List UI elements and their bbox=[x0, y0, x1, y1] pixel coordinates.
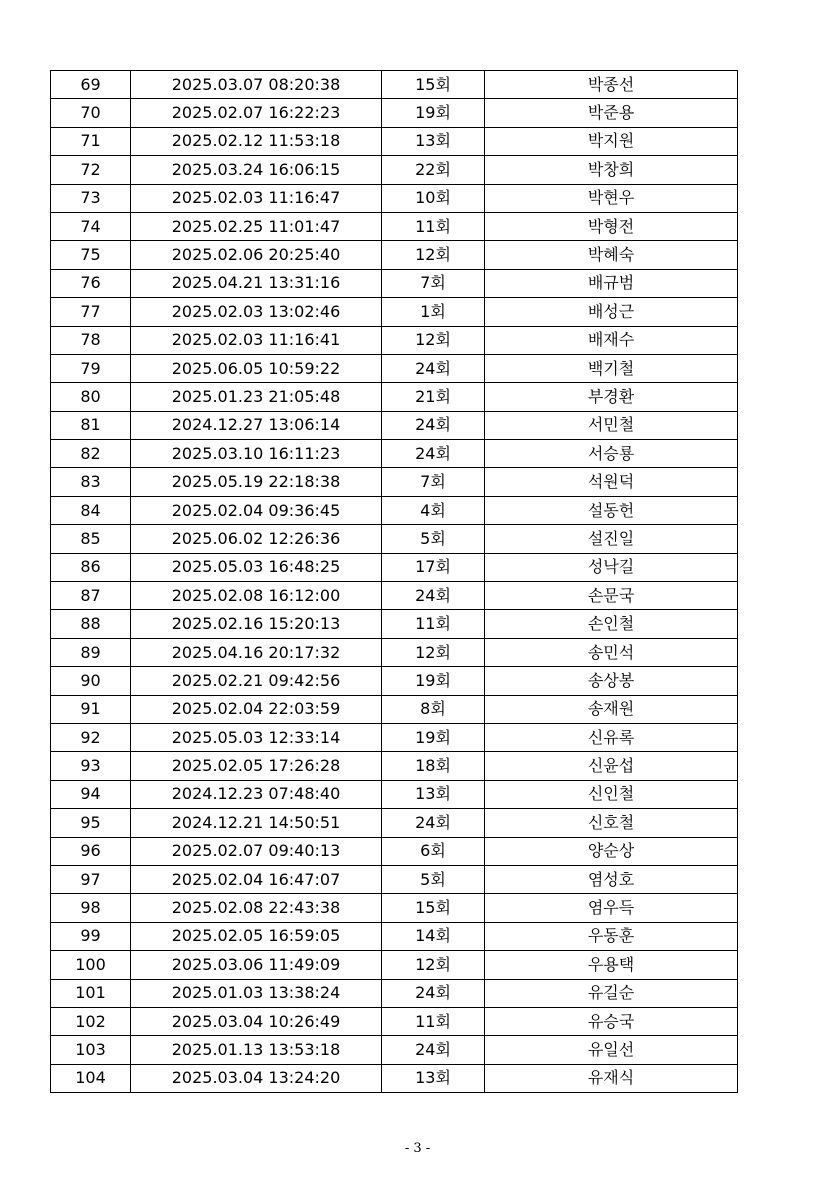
cell-count: 12회 bbox=[382, 638, 485, 666]
cell-datetime: 2025.04.16 20:17:32 bbox=[131, 638, 382, 666]
cell-name: 유길순 bbox=[485, 979, 738, 1007]
table-row bbox=[51, 894, 738, 922]
cell-count: 24회 bbox=[382, 979, 485, 1007]
cell-datetime: 2025.02.05 16:59:05 bbox=[131, 922, 382, 950]
cell-number: 87 bbox=[51, 582, 131, 610]
cell-name: 부경환 bbox=[485, 383, 738, 411]
cell-number: 88 bbox=[51, 610, 131, 638]
cell-count: 19회 bbox=[382, 723, 485, 751]
cell-datetime: 2025.06.02 12:26:36 bbox=[131, 525, 382, 553]
cell-name: 석원덕 bbox=[485, 468, 738, 496]
cell-number: 70 bbox=[51, 99, 131, 127]
cell-count: 15회 bbox=[382, 894, 485, 922]
table-row bbox=[51, 667, 738, 695]
cell-count: 11회 bbox=[382, 1007, 485, 1035]
cell-number: 72 bbox=[51, 156, 131, 184]
cell-number: 92 bbox=[51, 723, 131, 751]
table-row bbox=[51, 553, 738, 581]
cell-count: 13회 bbox=[382, 127, 485, 155]
table-row bbox=[51, 241, 738, 269]
cell-datetime: 2025.03.10 16:11:23 bbox=[131, 440, 382, 468]
cell-count: 7회 bbox=[382, 468, 485, 496]
cell-count: 6회 bbox=[382, 837, 485, 865]
cell-name: 박형전 bbox=[485, 212, 738, 240]
table-row bbox=[51, 326, 738, 354]
cell-name: 박준용 bbox=[485, 99, 738, 127]
cell-count: 7회 bbox=[382, 269, 485, 297]
cell-count: 24회 bbox=[382, 440, 485, 468]
table-row bbox=[51, 809, 738, 837]
cell-number: 85 bbox=[51, 525, 131, 553]
table-row bbox=[51, 780, 738, 808]
cell-number: 101 bbox=[51, 979, 131, 1007]
cell-datetime: 2025.02.05 17:26:28 bbox=[131, 752, 382, 780]
cell-name: 우동훈 bbox=[485, 922, 738, 950]
cell-name: 유재식 bbox=[485, 1064, 738, 1092]
cell-datetime: 2025.05.19 22:18:38 bbox=[131, 468, 382, 496]
cell-number: 86 bbox=[51, 553, 131, 581]
cell-datetime: 2025.02.03 13:02:46 bbox=[131, 298, 382, 326]
table-row bbox=[51, 99, 738, 127]
cell-name: 서민철 bbox=[485, 411, 738, 439]
cell-datetime: 2025.05.03 12:33:14 bbox=[131, 723, 382, 751]
cell-count: 12회 bbox=[382, 951, 485, 979]
cell-name: 성낙길 bbox=[485, 553, 738, 581]
cell-datetime: 2025.02.08 22:43:38 bbox=[131, 894, 382, 922]
cell-count: 12회 bbox=[382, 241, 485, 269]
cell-name: 송상봉 bbox=[485, 667, 738, 695]
cell-datetime: 2024.12.27 13:06:14 bbox=[131, 411, 382, 439]
table-row bbox=[51, 610, 738, 638]
cell-name: 신호철 bbox=[485, 809, 738, 837]
cell-datetime: 2025.01.23 21:05:48 bbox=[131, 383, 382, 411]
cell-count: 8회 bbox=[382, 695, 485, 723]
table-row bbox=[51, 752, 738, 780]
cell-name: 송민석 bbox=[485, 638, 738, 666]
cell-name: 박창희 bbox=[485, 156, 738, 184]
cell-number: 82 bbox=[51, 440, 131, 468]
cell-name: 손인철 bbox=[485, 610, 738, 638]
cell-datetime: 2025.02.04 16:47:07 bbox=[131, 865, 382, 893]
cell-count: 22회 bbox=[382, 156, 485, 184]
cell-name: 신인철 bbox=[485, 780, 738, 808]
cell-name: 신유록 bbox=[485, 723, 738, 751]
table-row bbox=[51, 723, 738, 751]
cell-count: 4회 bbox=[382, 496, 485, 524]
table-row bbox=[51, 979, 738, 1007]
cell-count: 10회 bbox=[382, 184, 485, 212]
cell-datetime: 2025.02.04 09:36:45 bbox=[131, 496, 382, 524]
cell-count: 19회 bbox=[382, 99, 485, 127]
cell-name: 설동헌 bbox=[485, 496, 738, 524]
cell-count: 24회 bbox=[382, 809, 485, 837]
cell-count: 21회 bbox=[382, 383, 485, 411]
cell-number: 104 bbox=[51, 1064, 131, 1092]
cell-count: 13회 bbox=[382, 780, 485, 808]
cell-number: 71 bbox=[51, 127, 131, 155]
cell-datetime: 2025.02.25 11:01:47 bbox=[131, 212, 382, 240]
cell-name: 송재원 bbox=[485, 695, 738, 723]
cell-number: 93 bbox=[51, 752, 131, 780]
table-row bbox=[51, 127, 738, 155]
table-row bbox=[51, 156, 738, 184]
cell-number: 77 bbox=[51, 298, 131, 326]
cell-name: 유일선 bbox=[485, 1036, 738, 1064]
table-row bbox=[51, 1064, 738, 1092]
cell-number: 103 bbox=[51, 1036, 131, 1064]
cell-datetime: 2025.03.24 16:06:15 bbox=[131, 156, 382, 184]
table-row bbox=[51, 440, 738, 468]
cell-number: 99 bbox=[51, 922, 131, 950]
cell-name: 배성근 bbox=[485, 298, 738, 326]
cell-number: 75 bbox=[51, 241, 131, 269]
cell-name: 박지원 bbox=[485, 127, 738, 155]
cell-count: 1회 bbox=[382, 298, 485, 326]
records-table bbox=[50, 70, 738, 1093]
cell-name: 박종선 bbox=[485, 71, 738, 99]
table-row bbox=[51, 468, 738, 496]
cell-name: 염성호 bbox=[485, 865, 738, 893]
cell-datetime: 2025.05.03 16:48:25 bbox=[131, 553, 382, 581]
table-row bbox=[51, 383, 738, 411]
cell-count: 24회 bbox=[382, 411, 485, 439]
cell-datetime: 2025.02.08 16:12:00 bbox=[131, 582, 382, 610]
cell-number: 91 bbox=[51, 695, 131, 723]
cell-name: 유승국 bbox=[485, 1007, 738, 1035]
cell-datetime: 2025.02.21 09:42:56 bbox=[131, 667, 382, 695]
cell-number: 81 bbox=[51, 411, 131, 439]
cell-name: 박혜숙 bbox=[485, 241, 738, 269]
cell-datetime: 2024.12.23 07:48:40 bbox=[131, 780, 382, 808]
cell-name: 박현우 bbox=[485, 184, 738, 212]
table-row bbox=[51, 638, 738, 666]
cell-datetime: 2025.06.05 10:59:22 bbox=[131, 354, 382, 382]
cell-name: 신윤섭 bbox=[485, 752, 738, 780]
cell-datetime: 2025.02.16 15:20:13 bbox=[131, 610, 382, 638]
table-row bbox=[51, 922, 738, 950]
table-row bbox=[51, 582, 738, 610]
table-row bbox=[51, 837, 738, 865]
table-row bbox=[51, 212, 738, 240]
cell-name: 설진일 bbox=[485, 525, 738, 553]
table-row bbox=[51, 411, 738, 439]
cell-count: 14회 bbox=[382, 922, 485, 950]
cell-count: 19회 bbox=[382, 667, 485, 695]
cell-number: 78 bbox=[51, 326, 131, 354]
cell-count: 13회 bbox=[382, 1064, 485, 1092]
cell-count: 24회 bbox=[382, 354, 485, 382]
cell-count: 5회 bbox=[382, 525, 485, 553]
cell-number: 89 bbox=[51, 638, 131, 666]
records-table-body bbox=[51, 71, 738, 1093]
table-row bbox=[51, 354, 738, 382]
cell-number: 95 bbox=[51, 809, 131, 837]
cell-name: 양순상 bbox=[485, 837, 738, 865]
table-row bbox=[51, 951, 738, 979]
cell-number: 94 bbox=[51, 780, 131, 808]
cell-number: 96 bbox=[51, 837, 131, 865]
cell-datetime: 2025.03.06 11:49:09 bbox=[131, 951, 382, 979]
cell-datetime: 2025.02.12 11:53:18 bbox=[131, 127, 382, 155]
cell-name: 손문국 bbox=[485, 582, 738, 610]
cell-datetime: 2025.03.07 08:20:38 bbox=[131, 71, 382, 99]
table-row bbox=[51, 1036, 738, 1064]
cell-datetime: 2025.02.06 20:25:40 bbox=[131, 241, 382, 269]
cell-datetime: 2025.03.04 13:24:20 bbox=[131, 1064, 382, 1092]
cell-datetime: 2025.02.07 09:40:13 bbox=[131, 837, 382, 865]
cell-count: 17회 bbox=[382, 553, 485, 581]
cell-number: 84 bbox=[51, 496, 131, 524]
cell-number: 80 bbox=[51, 383, 131, 411]
cell-number: 100 bbox=[51, 951, 131, 979]
table-row bbox=[51, 184, 738, 212]
cell-count: 5회 bbox=[382, 865, 485, 893]
cell-name: 배규범 bbox=[485, 269, 738, 297]
cell-count: 18회 bbox=[382, 752, 485, 780]
cell-count: 24회 bbox=[382, 1036, 485, 1064]
table-row bbox=[51, 298, 738, 326]
cell-number: 97 bbox=[51, 865, 131, 893]
cell-count: 15회 bbox=[382, 71, 485, 99]
cell-count: 11회 bbox=[382, 212, 485, 240]
cell-number: 79 bbox=[51, 354, 131, 382]
cell-name: 서승룡 bbox=[485, 440, 738, 468]
cell-number: 102 bbox=[51, 1007, 131, 1035]
cell-count: 12회 bbox=[382, 326, 485, 354]
page-number: - 3 - bbox=[404, 1141, 431, 1156]
cell-number: 73 bbox=[51, 184, 131, 212]
cell-name: 염우득 bbox=[485, 894, 738, 922]
cell-datetime: 2025.03.04 10:26:49 bbox=[131, 1007, 382, 1035]
cell-number: 83 bbox=[51, 468, 131, 496]
cell-number: 90 bbox=[51, 667, 131, 695]
cell-name: 우용택 bbox=[485, 951, 738, 979]
cell-name: 백기철 bbox=[485, 354, 738, 382]
table-row bbox=[51, 496, 738, 524]
table-row bbox=[51, 695, 738, 723]
cell-number: 74 bbox=[51, 212, 131, 240]
table-row bbox=[51, 71, 738, 99]
cell-number: 69 bbox=[51, 71, 131, 99]
cell-number: 98 bbox=[51, 894, 131, 922]
table-row bbox=[51, 525, 738, 553]
cell-count: 24회 bbox=[382, 582, 485, 610]
cell-datetime: 2025.02.03 11:16:41 bbox=[131, 326, 382, 354]
cell-datetime: 2024.12.21 14:50:51 bbox=[131, 809, 382, 837]
cell-datetime: 2025.01.03 13:38:24 bbox=[131, 979, 382, 1007]
cell-datetime: 2025.02.07 16:22:23 bbox=[131, 99, 382, 127]
cell-datetime: 2025.04.21 13:31:16 bbox=[131, 269, 382, 297]
table-row bbox=[51, 1007, 738, 1035]
cell-datetime: 2025.02.04 22:03:59 bbox=[131, 695, 382, 723]
cell-datetime: 2025.02.03 11:16:47 bbox=[131, 184, 382, 212]
cell-number: 76 bbox=[51, 269, 131, 297]
table-row bbox=[51, 865, 738, 893]
cell-count: 11회 bbox=[382, 610, 485, 638]
cell-name: 배재수 bbox=[485, 326, 738, 354]
cell-datetime: 2025.01.13 13:53:18 bbox=[131, 1036, 382, 1064]
table-row bbox=[51, 269, 738, 297]
